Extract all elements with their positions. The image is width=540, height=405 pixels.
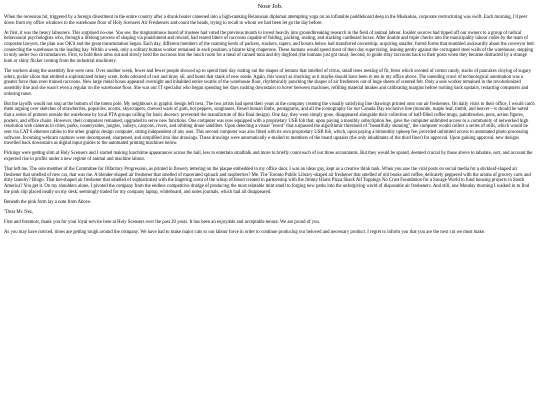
paragraph: That left me. The sole member of the Committee for Olfactory Progression, as printed in flowery lettering on the plaque embedded in my office door. I was an ideas guy, kept as a creative think tank. When you saw the viral posts on social media for a stickleaf-shaped air freshener that smelled of new car, that was me. A blender-shaped air freshener that smelled of macerated spinach and raspberries? Me. The Toronto Public Library-shaped air freshener that smelled of old books and coffee, delicately peppered with the aroma of grocery carts and dirty laundry? Bingo. That hot-shaped air freshener that smelled of sophisticated with the lingering scent of the whisp of blood created in partnership with the Jimmy Hiarts Pizza Shack All Toppings No Crust Foundation for a Savage World to fund housing projects in South America? You get it. On my shoulders alone, I pivoted the company from the endless competitive drudge of producing the most relatable mint smell to forging new paths into the unforgiving world of disposable air fresheners. And still, one Monday morning I walked in to find the pink slip placed neatly on my desk, seemingly traded for my company laptop, whiteboard, and notes journals, which had all disappeared. (4, 167, 531, 195)
document-title: Nose Job. (257, 3, 283, 10)
paragraph: The workers along the assembly line were next. Over another week, fewer and fewer people showed up to spend their day cutting out the shapes of lemons that smelled of citrus, small trees reeking of fir, ferns which scented of cotton candy, stacks of pancakes cloying of sugary odors, pickle slices that emitted a sophisticated briney scent, bolts odoured of rust and tinny oil, and boots that stank of new suede. Again, this wasn't as shocking as it maybe should have been to me in my office above. The unending crawl of technological automation was a greater force than even trained raccoons. New large metal boxes appeared overnight and inhabited entire swaths of the warehouse floor, rhythmically punching the shapes of air fresheners out of huge sheets of scented felt. Only a sole worker remained in the revolutionized assembly line and she wasn't even a regular on the warehouse floor. She was our IT specialist who began spending her days rushing downstairs to hover between machines, refilling material intakes and calibrating margins before rushing back upstairs, restarting computers and ordering toner. (4, 69, 532, 97)
paragraph: When the recession hit, triggered by a foreign divestment in the entire country after a drunk boater careened into a high-ranking Belarusian diplomat attempting yoga on an inflatable paddleboard deep in the Muskokas, corporate restructuring was swift. Each morning, I'd peer down from my office windows to the warehouse floor of Holy Scensers Air Fresheners and count the heads, trying to recall to whom we had been let go the day before. (4, 15, 528, 26)
paragraph: As you may have noticed, times are getting tough around the company. We have had to make major cuts to our labour force in order to continue producing our beloved and necessary product. I regret to inform you that you are the next cut we must make. (4, 229, 486, 235)
paragraph: But the layoffs would not stop at the bottom of the totem pole. My neighbours in graphic design left next. The two artists had spent their years at the company creating the visually satisfying line drawings printed onto our air fresheners. On daily visits to their office, I would catch them arguing over sketches of strawberries, popsicles, acorns, skyscrapers, chewed wads of gum, hot peppers, sunglasses, flexed human limbs, pentagrams, and all the iconography for our Canada Day exclusive line (mountie, maple leaf, timbit, and beaver—it should be noted that a series of protests outside the warehouse by local PTA groups calling for basic decency prevented the manufacture of this final design). One day, they were simply gone, disappeared alongside their collection of half-filled coffee mugs, paintbrushes, pens, action figures, posters, and office chairs. However, their computers remained, upgraded to serve new functions. One computer was now equipped with a proprietary USB fob that, upon paying a monthly subscription fee, gave the computer unlimited access to a community of networked high resolution web cameras in cities, parks, countrysides, jungles, valleys, canyons, rivers, and orbiting drone satellites. Upon detecting a visual "event" that surpassed the algorithmic threshold of "beautifully stunning", the computer would collect a series of stills, which would be sent via CAT 6 ethernet cables to the other graphic design computer, sitting independent of any user. This second computer was also fitted with its own proprietary USB fob, which, upon paying a bimonthly upkeep fee, provided unlimited access to automated photo processing software. Incoming webcam captures were decomposed, sharpened, and simplified into line drawings. These drawings were automatically e-mailed to members of the board upstairs (the only inhabitants of the third floor) for approval. Upon gaining approval, new designs travelled back downstairs as digital input guides to the automated printing machines below. (4, 101, 535, 147)
paragraph: Pickings were getting slim at Holy Scensers and I started making lunchtime appearances across the hall, less to entertain smalltalk and more to briefly count each of our three accountants. But they would be spared, deemed crucial by those above to tabulate, sort, and account the expected rise in profits under a new regime of animal and machine labour. (4, 151, 533, 162)
paragraph: At first, it was the heavy labourers. This surprised no-one. You see, the magnanimous board of trustees had voted the previous month to invest heavily into groundbreaking research in the field of animal labour. Insider sources had tipped off our owners to a group of radical behavioural psychologists who, through a lifelong process of shaping via punishment and reward, had reared litters of raccoons capable of folding, packing, sealing, and stacking cardboard boxes. After double and triple checks into the municipality labour codes by the team of corporate lawyers, the plan was OK'd and the great transmutation began. Each day, different members of the roaming herds of packers, stackers, tapers, and boxers below had transferred ownership, acquiring smaller, furred forms that stumbled awkwardly about the conveyor belt connecting the warehouse to the loading bay. Within a week, only a solitary human worker remained in each position, a bizarre king chaperone. These humans would spend most of their day supervising, leaning gently against the corrugated steel walls of the warehouse, stepping in only under two circumstances. First, to hold their arms out and slowly herd the raccoons into the lunch room for a meal of canned tuna and dry dogfood (the humans just got tuna). Second, to guide stray raccoons back to their posts when they became distracted by a strange hum or shiny flicker coming from the industrial machinery. (4, 30, 534, 64)
paragraph: First and foremost, thank you for your loyal service here at Holy Scensers over the past 20 years. It has been an enjoyable and acceptable tenure. We are proud of you. (4, 219, 321, 225)
paragraph: Beneath the pink form lay a note from Above. (4, 199, 92, 205)
letter-salutation: "Dear Mr. Nez, (4, 209, 34, 215)
